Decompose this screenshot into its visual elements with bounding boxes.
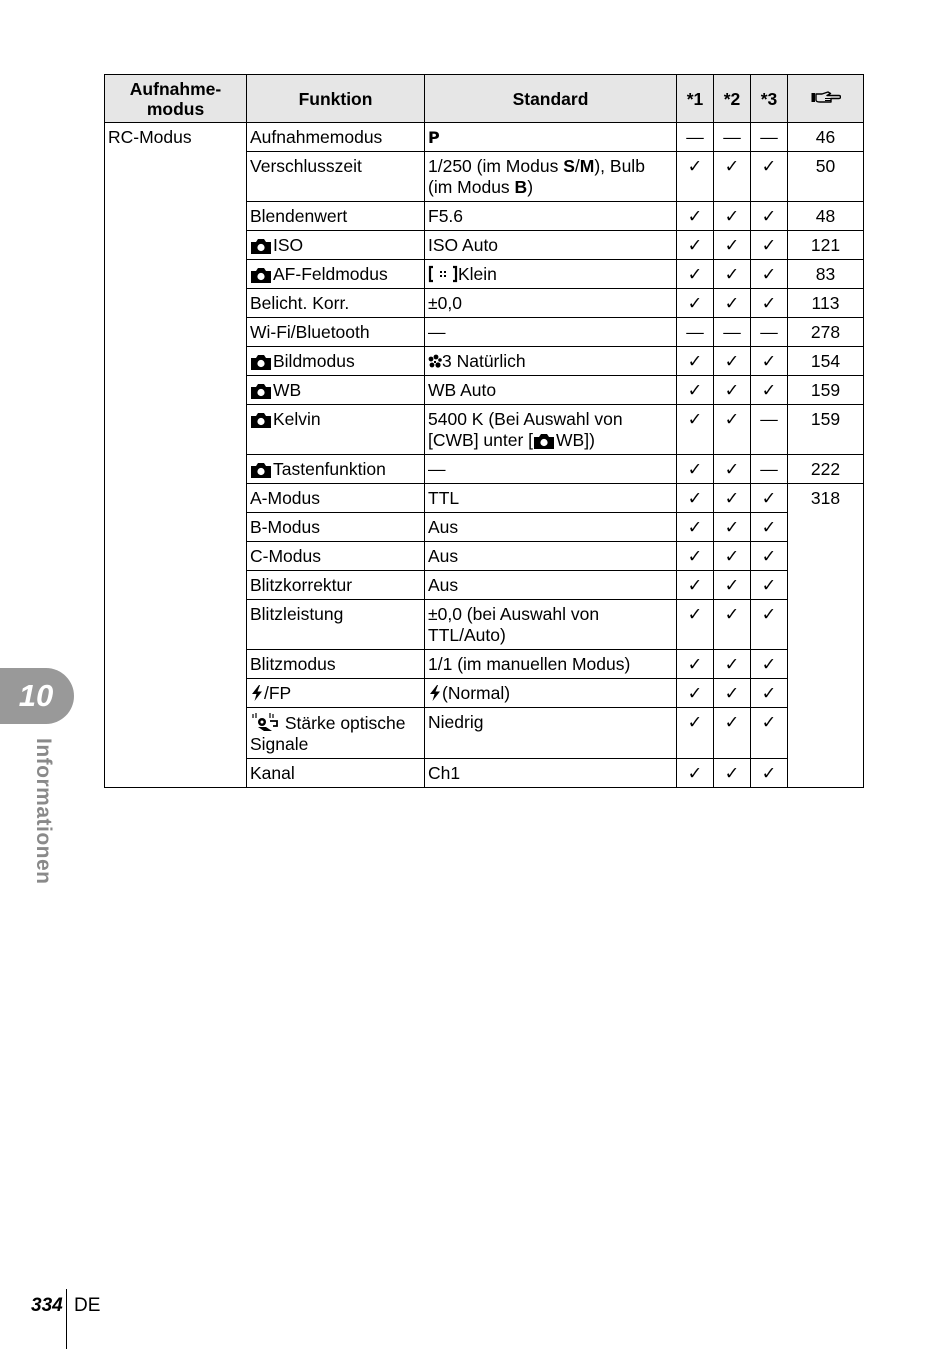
c2-cell: ✓ — [714, 650, 751, 679]
c1-cell: ✓ — [677, 542, 714, 571]
footer-divider — [66, 1289, 67, 1349]
function-cell: B-Modus — [247, 513, 425, 542]
camera-icon — [250, 237, 272, 255]
header-c2: *2 — [714, 75, 751, 123]
page-ref-cell: 278 — [788, 318, 864, 347]
page-ref-cell: 222 — [788, 455, 864, 484]
c3-cell: ✓ — [751, 289, 788, 318]
header-shooting-mode: Aufnahme- modus — [105, 75, 247, 123]
c1-cell: ✓ — [677, 405, 714, 455]
c2-cell: ✓ — [714, 260, 751, 289]
standard-cell: 3 Natürlich — [425, 347, 677, 376]
c1-cell: ✓ — [677, 484, 714, 513]
optical-signal-icon — [250, 712, 280, 732]
function-cell: Verschlusszeit — [247, 152, 425, 202]
camera-icon — [250, 461, 272, 479]
c3-cell: ✓ — [751, 231, 788, 260]
c2-cell: ✓ — [714, 231, 751, 260]
header-c3: *3 — [751, 75, 788, 123]
page-ref-cell: 159 — [788, 376, 864, 405]
camera-icon — [250, 266, 272, 284]
standard-cell: Ch1 — [425, 759, 677, 788]
standard-cell: Aus — [425, 571, 677, 600]
function-cell: /FP — [247, 679, 425, 708]
standard-cell: ±0,0 (bei Auswahl von TTL/Auto) — [425, 600, 677, 650]
c2-cell: ✓ — [714, 202, 751, 231]
c2-cell: ✓ — [714, 152, 751, 202]
flash-icon — [250, 684, 264, 702]
standard-cell: F5.6 — [425, 202, 677, 231]
c3-cell: ✓ — [751, 513, 788, 542]
standard-cell: — — [425, 455, 677, 484]
c3-cell: — — [751, 123, 788, 152]
standard-cell: ISO Auto — [425, 231, 677, 260]
function-cell: Blitzleistung — [247, 600, 425, 650]
camera-icon — [250, 382, 272, 400]
page-ref-cell: 159 — [788, 405, 864, 455]
chapter-number-tab: 10 — [0, 668, 74, 724]
function-cell: Blitzkorrektur — [247, 571, 425, 600]
flash-icon — [428, 684, 442, 702]
page-ref-cell: 113 — [788, 289, 864, 318]
c1-cell: ✓ — [677, 260, 714, 289]
function-cell: WB — [247, 376, 425, 405]
c2-cell: ✓ — [714, 542, 751, 571]
c1-cell: ✓ — [677, 759, 714, 788]
c3-cell: ✓ — [751, 376, 788, 405]
c2-cell: ✓ — [714, 405, 751, 455]
af-small-target-icon — [428, 265, 458, 283]
c2-cell: ✓ — [714, 289, 751, 318]
c3-cell: — — [751, 318, 788, 347]
c3-cell: ✓ — [751, 542, 788, 571]
c1-cell: ✓ — [677, 376, 714, 405]
function-cell: ISO — [247, 231, 425, 260]
function-cell: Stärke optische Signale — [247, 708, 425, 759]
c3-cell: ✓ — [751, 347, 788, 376]
c1-cell: ✓ — [677, 152, 714, 202]
standard-cell: Aus — [425, 513, 677, 542]
chapter-title: Informationen — [32, 738, 55, 885]
standard-cell: P — [425, 123, 677, 152]
function-cell: A-Modus — [247, 484, 425, 513]
camera-icon — [250, 411, 272, 429]
c3-cell: ✓ — [751, 759, 788, 788]
c3-cell: ✓ — [751, 600, 788, 650]
function-cell: C-Modus — [247, 542, 425, 571]
c3-cell: — — [751, 405, 788, 455]
default-settings-table — [104, 74, 864, 788]
function-cell: Kelvin — [247, 405, 425, 455]
c3-cell: ✓ — [751, 679, 788, 708]
c1-cell: ✓ — [677, 347, 714, 376]
header-page-ref — [788, 75, 864, 123]
c2-cell: ✓ — [714, 484, 751, 513]
table-header-row — [105, 75, 864, 123]
c3-cell: ✓ — [751, 260, 788, 289]
c2-cell: — — [714, 318, 751, 347]
page-ref-cell: 121 — [788, 231, 864, 260]
standard-cell: 1/250 (im Modus S/M), Bulb (im Modus B) — [425, 152, 677, 202]
c3-cell: ✓ — [751, 484, 788, 513]
function-cell: Belicht. Korr. — [247, 289, 425, 318]
table-row — [105, 123, 864, 152]
header-standard: Standard — [425, 75, 677, 123]
standard-cell: — — [425, 318, 677, 347]
c3-cell: ✓ — [751, 571, 788, 600]
function-cell: Aufnahmemodus — [247, 123, 425, 152]
standard-cell: Aus — [425, 542, 677, 571]
c2-cell: ✓ — [714, 376, 751, 405]
function-cell: Kanal — [247, 759, 425, 788]
c2-cell: ✓ — [714, 759, 751, 788]
c1-cell: — — [677, 318, 714, 347]
page-ref-cell: 154 — [788, 347, 864, 376]
c1-cell: ✓ — [677, 513, 714, 542]
page-ref-cell: 83 — [788, 260, 864, 289]
c2-cell: ✓ — [714, 708, 751, 759]
c2-cell: ✓ — [714, 679, 751, 708]
standard-cell: TTL — [425, 484, 677, 513]
group-label-cell: RC-Modus — [105, 123, 247, 788]
page-ref-cell: 46 — [788, 123, 864, 152]
function-cell: AF-Feldmodus — [247, 260, 425, 289]
function-cell: Tastenfunktion — [247, 455, 425, 484]
c2-cell: ✓ — [714, 571, 751, 600]
c1-cell: ✓ — [677, 289, 714, 318]
c2-cell: ✓ — [714, 513, 751, 542]
page-ref-cell: 48 — [788, 202, 864, 231]
header-c1: *1 — [677, 75, 714, 123]
camera-icon — [250, 353, 272, 371]
c3-cell: ✓ — [751, 708, 788, 759]
c1-cell: ✓ — [677, 679, 714, 708]
page-ref-cell: 318 — [788, 484, 864, 788]
c3-cell: — — [751, 455, 788, 484]
page-ref-cell: 50 — [788, 152, 864, 202]
c1-cell: ✓ — [677, 231, 714, 260]
c1-cell: ✓ — [677, 708, 714, 759]
function-cell: Blitzmodus — [247, 650, 425, 679]
standard-cell: 1/1 (im manuellen Modus) — [425, 650, 677, 679]
c1-cell: ✓ — [677, 571, 714, 600]
header-function: Funktion — [247, 75, 425, 123]
function-cell: Wi-Fi/Bluetooth — [247, 318, 425, 347]
c2-cell: ✓ — [714, 347, 751, 376]
c1-cell: — — [677, 123, 714, 152]
standard-cell: (Normal) — [425, 679, 677, 708]
standard-cell: ±0,0 — [425, 289, 677, 318]
c3-cell: ✓ — [751, 152, 788, 202]
picture-mode-icon — [428, 354, 442, 370]
standard-cell: Klein — [425, 260, 677, 289]
function-cell: Bildmodus — [247, 347, 425, 376]
c1-cell: ✓ — [677, 600, 714, 650]
standard-cell: Niedrig — [425, 708, 677, 759]
language-code: DE — [74, 1295, 101, 1316]
camera-icon — [533, 432, 555, 450]
standard-cell: WB Auto — [425, 376, 677, 405]
c1-cell: ✓ — [677, 455, 714, 484]
standard-cell: 5400 K (Bei Auswahl von [CWB] unter [ WB]) — [425, 405, 677, 455]
pointing-hand-icon — [811, 89, 841, 105]
c2-cell: ✓ — [714, 455, 751, 484]
c2-cell: ✓ — [714, 600, 751, 650]
c3-cell: ✓ — [751, 650, 788, 679]
c1-cell: ✓ — [677, 650, 714, 679]
page-number: 334 — [31, 1295, 63, 1316]
function-cell: Blendenwert — [247, 202, 425, 231]
c1-cell: ✓ — [677, 202, 714, 231]
c3-cell: ✓ — [751, 202, 788, 231]
c2-cell: — — [714, 123, 751, 152]
